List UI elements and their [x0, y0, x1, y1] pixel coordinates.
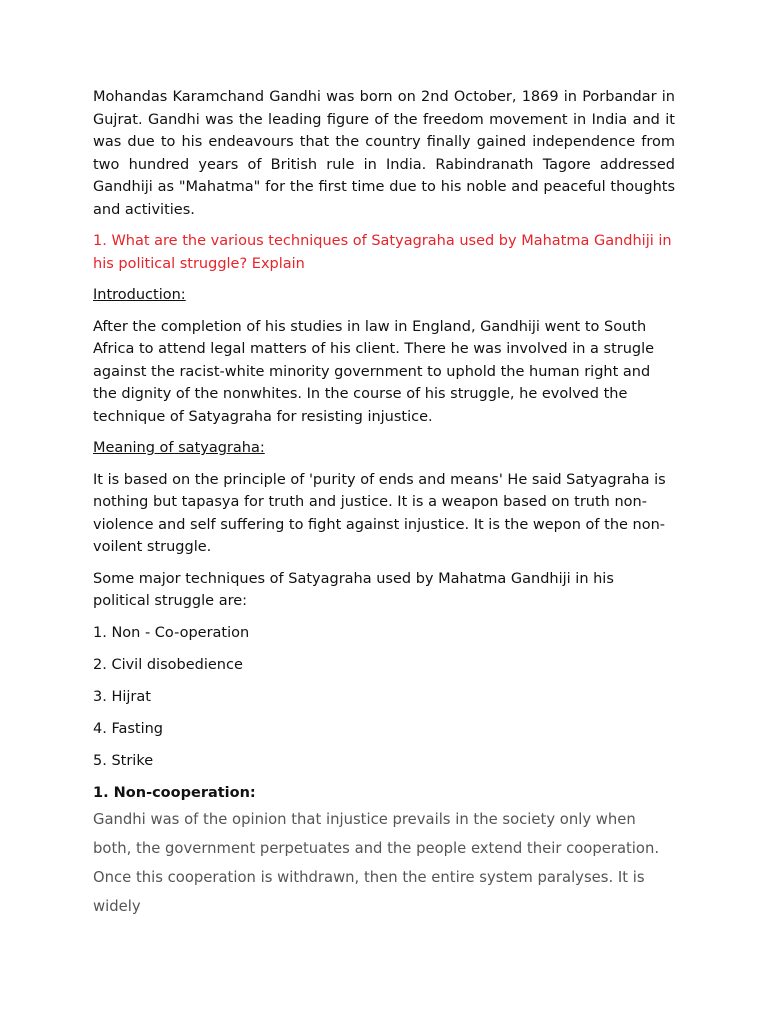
list-item: 3. Hijrat	[93, 688, 151, 705]
list-item: 5. Strike	[93, 752, 154, 769]
document-page	[93, 86, 675, 921]
introduction-heading: Introduction:	[93, 287, 186, 303]
techniques-intro: Some major techniques of Satyagraha used by Mahatma Gandhiji in his political struggle are:	[93, 570, 614, 609]
noncooperation-paragraph: Gandhi was of the opinion that injustice prevails in the society only when both, the government perpetuates and the people extend their cooperation. Once this cooperation is withdrawn, then the entire system paralyses. It is widely	[93, 811, 660, 915]
meaning-heading: Meaning of satyagraha:	[93, 440, 265, 456]
question-heading: 1. What are the various techniques of Satyagraha used by Mahatma Gandhiji in his political struggle? Explain	[93, 233, 672, 272]
introduction-paragraph: After the completion of his studies in law in England, Gandhiji went to South Africa to attend legal matters of his client. There he was involved in a strugle against the racist-white minority government to uphold the human right and the dignity of the nonwhites. In the course of his struggle, he evolved the technique of Satyagraha for resisting injustice.	[93, 318, 655, 425]
list-item: 1. Non - Co-operation	[93, 624, 250, 641]
intro-paragraph: Mohandas Karamchand Gandhi was born on 2nd October, 1869 in Porbandar in Gujrat. Gandhi was the leading figure of the freedom movement in India and it was due to his endeavours that the country finally gained independence from two hundred years of British rule in India. Rabindranath Tagore addressed Gandhiji as "Mahatma" for the first time due to his noble and peaceful thoughts and activities.	[93, 89, 675, 218]
noncooperation-heading: 1. Non-cooperation:	[93, 784, 256, 801]
techniques-list	[93, 622, 675, 773]
meaning-paragraph: It is based on the principle of 'purity of ends and means' He said Satyagraha is nothing but tapasya for truth and justice. It is a weapon based on truth non-violence and self suffering to fight against injustice. It is the wepon of the non-voilent struggle.	[93, 471, 666, 555]
list-item: 2. Civil disobedience	[93, 656, 243, 673]
list-item: 4. Fasting	[93, 720, 164, 737]
